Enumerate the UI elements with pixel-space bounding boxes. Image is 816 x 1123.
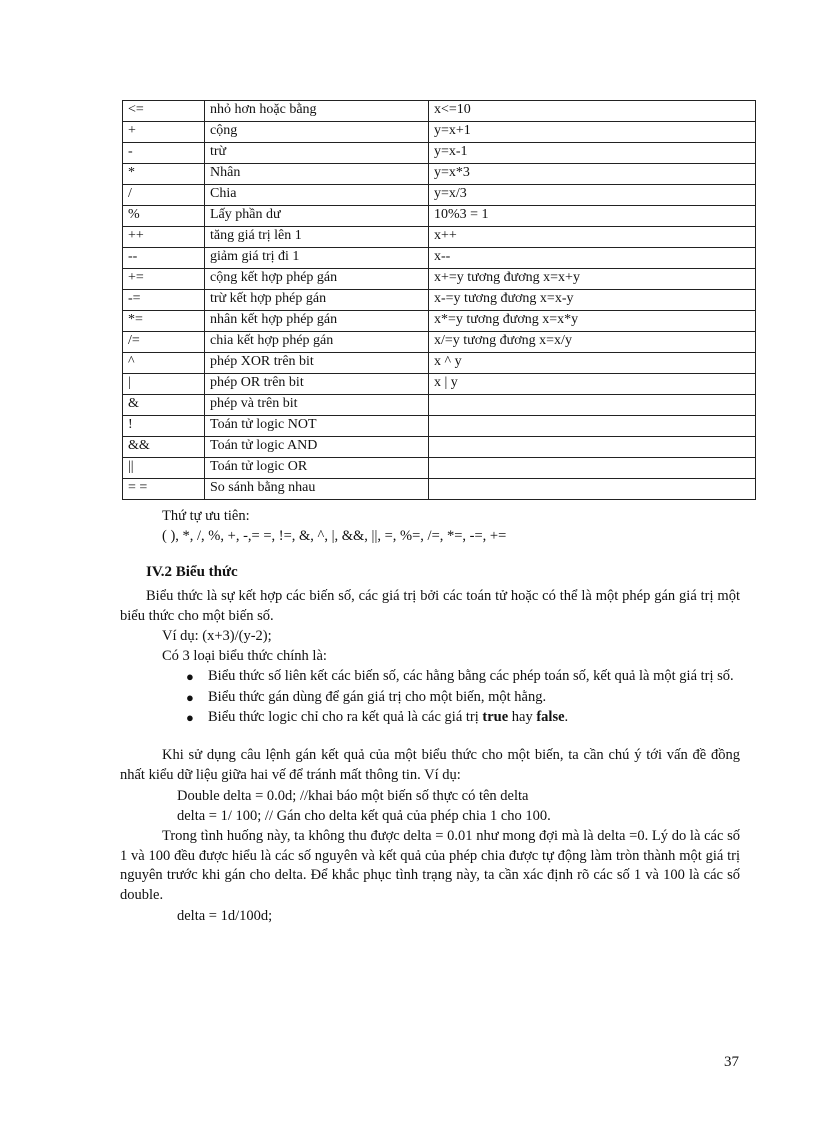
example-line: Ví dụ: (x+3)/(y-2);: [162, 628, 272, 644]
example-cell: [429, 395, 756, 416]
table-row: [123, 101, 756, 122]
example-cell: [429, 416, 756, 437]
table-row: [123, 248, 756, 269]
operator-cell: -: [123, 143, 205, 164]
description-cell: phép và trên bit: [205, 395, 429, 416]
example-cell: [429, 458, 756, 479]
table-row: [123, 479, 756, 500]
description-cell: Nhân: [205, 164, 429, 185]
operator-cell: |: [123, 374, 205, 395]
precedence-label: Thứ tự ưu tiên:: [162, 508, 250, 524]
paragraph-definition: Biểu thức là sự kết hợp các biến số, các giá trị bởi các toán tử hoặc có thể là một phép gán giá trị một biểu thức cho một biến số.: [120, 588, 740, 624]
operator-cell: &&: [123, 437, 205, 458]
description-cell: chia kết hợp phép gán: [205, 332, 429, 353]
description-cell: cộng: [205, 122, 429, 143]
operator-cell: *=: [123, 311, 205, 332]
example-cell: x ^ y: [429, 353, 756, 374]
operator-cell: &: [123, 395, 205, 416]
operator-cell: +=: [123, 269, 205, 290]
list-item: ● Biểu thức logic chỉ cho ra kết quả là các giá trị true hay false.: [184, 708, 740, 728]
description-cell: Lấy phần dư: [205, 206, 429, 227]
example-cell: x*=y tương đương x=x*y: [429, 311, 756, 332]
example-cell: x++: [429, 227, 756, 248]
table-row: [123, 353, 756, 374]
operator-cell: *: [123, 164, 205, 185]
table-row: [123, 416, 756, 437]
example-cell: [429, 479, 756, 500]
table-row: [123, 185, 756, 206]
description-cell: tăng giá trị lên 1: [205, 227, 429, 248]
bullet-icon: ●: [186, 669, 194, 684]
example-cell: x/=y tương đương x=x/y: [429, 332, 756, 353]
bullet-icon: ●: [186, 689, 194, 705]
operator-cell: ^: [123, 353, 205, 374]
example-cell: x<=10: [429, 101, 756, 122]
table-row: [123, 227, 756, 248]
paragraph-assignment: Khi sử dụng câu lệnh gán kết quả của một biểu thức cho một biến, ta cần chú ý tới vấn đề đồng nhất kiểu dữ liệu giữa hai vế để tránh mất thông tin. Ví dụ:: [120, 747, 740, 783]
description-cell: cộng kết hợp phép gán: [205, 269, 429, 290]
example-cell: y=x+1: [429, 122, 756, 143]
code-line-1: Double delta = 0.0d; //khai báo một biến số thực có tên delta: [177, 788, 529, 804]
table-row: [123, 437, 756, 458]
operators-table: [122, 100, 756, 500]
code-line-2: delta = 1/ 100; // Gán cho delta kết quả của phép chia 1 cho 100.: [177, 808, 551, 824]
operator-cell: = =: [123, 479, 205, 500]
operator-cell: <=: [123, 101, 205, 122]
operator-cell: %: [123, 206, 205, 227]
table-row: [123, 164, 756, 185]
list-item: ● Biểu thức số liên kết các biến số, các hằng bằng các phép toán số, kết quả là một giá trị số.: [184, 667, 740, 687]
example-cell: x+=y tương đương x=x+y: [429, 269, 756, 290]
description-cell: phép XOR trên bit: [205, 353, 429, 374]
example-cell: y=x/3: [429, 185, 756, 206]
bullet-icon: ●: [186, 710, 194, 725]
table-row: [123, 206, 756, 227]
description-cell: nhân kết hợp phép gán: [205, 311, 429, 332]
example-cell: 10%3 = 1: [429, 206, 756, 227]
precedence-list: ( ), *, /, %, +, -,= =, !=, &, ^, |, &&, ||, =, %=, /=, *=, -=, +=: [162, 528, 507, 544]
description-cell: trừ kết hợp phép gán: [205, 290, 429, 311]
page-number: 37: [724, 1054, 739, 1070]
description-cell: phép OR trên bit: [205, 374, 429, 395]
description-cell: Toán tử logic OR: [205, 458, 429, 479]
code-line-3: delta = 1d/100d;: [177, 908, 273, 924]
operator-cell: -=: [123, 290, 205, 311]
table-row: [123, 374, 756, 395]
operator-cell: !: [123, 416, 205, 437]
table-row: [123, 458, 756, 479]
table-row: [123, 269, 756, 290]
operator-cell: ++: [123, 227, 205, 248]
operator-cell: --: [123, 248, 205, 269]
paragraph-explanation: Trong tình huống này, ta không thu được delta = 0.01 như mong đợi mà là delta =0. Lý do là các số 1 và 100 đều được hiểu là các số nguyên và kết quả của phép chia được tự động làm tròn thành một giá trị nguyên trước khi gán cho delta. Để khắc phục tình trạng này, ta cần xác định rõ các số 1 và 100 là các số double.: [120, 828, 740, 903]
table-row: [123, 143, 756, 164]
example-cell: x | y: [429, 374, 756, 395]
description-cell: Toán tử logic NOT: [205, 416, 429, 437]
example-cell: [429, 437, 756, 458]
table-row: [123, 395, 756, 416]
table-row: [123, 332, 756, 353]
table-row: [123, 290, 756, 311]
list-item: ● Biểu thức gán dùng để gán giá trị cho một biến, một hằng.: [184, 688, 740, 708]
operator-cell: ||: [123, 458, 205, 479]
description-cell: giảm giá trị đi 1: [205, 248, 429, 269]
operator-cell: /: [123, 185, 205, 206]
operator-cell: +: [123, 122, 205, 143]
types-intro: Có 3 loại biểu thức chính là:: [162, 648, 327, 664]
description-cell: So sánh bằng nhau: [205, 479, 429, 500]
table-row: [123, 122, 756, 143]
example-cell: x-=y tương đương x=x-y: [429, 290, 756, 311]
example-cell: x--: [429, 248, 756, 269]
example-cell: y=x*3: [429, 164, 756, 185]
description-cell: trừ: [205, 143, 429, 164]
description-cell: Toán tử logic AND: [205, 437, 429, 458]
operator-cell: /=: [123, 332, 205, 353]
description-cell: nhỏ hơn hoặc bằng: [205, 101, 429, 122]
table-row: [123, 311, 756, 332]
example-cell: y=x-1: [429, 143, 756, 164]
description-cell: Chia: [205, 185, 429, 206]
expression-types-list: [184, 667, 740, 729]
section-heading: IV.2 Biểu thức: [146, 564, 238, 580]
